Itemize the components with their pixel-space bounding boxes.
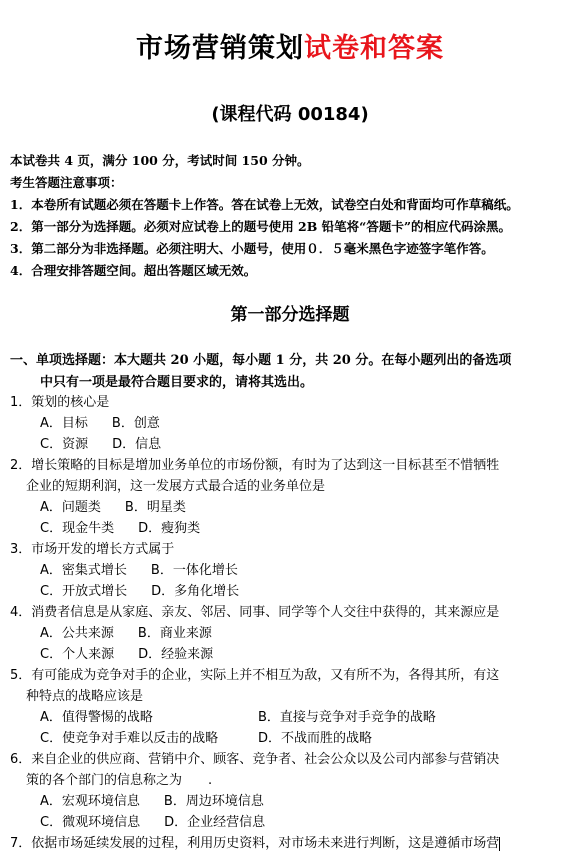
question-list xyxy=(10,392,575,854)
answer-option: A．目标 xyxy=(40,416,88,431)
option-row xyxy=(10,497,575,518)
answer-option: B．周边环境信息 xyxy=(163,794,264,809)
answer-option: B．明星类 xyxy=(124,500,186,515)
option-row xyxy=(10,560,575,581)
note-line: 4．合理安排答题空间。超出答题区域无效。 xyxy=(10,263,257,278)
title-part-2: 试卷和答案 xyxy=(304,33,444,64)
option-row xyxy=(10,707,575,728)
answer-option: A．宏观环境信息 xyxy=(40,794,140,809)
question-stem: 企业的短期利润，这一发展方式最合适的业务单位是 xyxy=(26,479,326,494)
exam-notes xyxy=(10,150,575,282)
answer-option: B．直接与竞争对手竞争的战略 xyxy=(258,710,436,725)
section-title: 第一部分选择题 xyxy=(230,305,350,325)
question-stem: 2．增长策略的目标是增加业务单位的市场份额，有时为了达到这一目标甚至不惜牺牲 xyxy=(10,458,500,473)
option-row xyxy=(10,581,575,602)
answer-option: D．瘦狗类 xyxy=(138,521,201,536)
answer-option: D．企业经营信息 xyxy=(164,815,266,830)
course-code: (课程代码 00184) xyxy=(211,104,369,125)
question-stem: 5．有可能成为竞争对手的企业，实际上并不相互为敌，又有所不为，各得其所，有这 xyxy=(10,668,500,683)
answer-option: C．使竞争对手难以反击的战略 xyxy=(40,731,219,746)
question-item xyxy=(10,665,575,749)
answer-option: C．现金牛类 xyxy=(40,521,115,536)
instruction-line: 一、单项选择题：本大题共 20 小题，每小题 1 分，共 20 分。在每小题列出的备选项 xyxy=(10,353,512,368)
question-stem: 4．消费者信息是从家庭、亲友、邻居、同事、同学等个人交往中获得的，其来源应是 xyxy=(10,605,500,620)
question-item xyxy=(10,539,575,602)
question-stem: 1．策划的核心是 xyxy=(10,395,110,410)
answer-option: D．多角化增长 xyxy=(151,584,240,599)
question-stem: 种特点的战略应该是 xyxy=(26,689,144,704)
option-row xyxy=(10,791,575,812)
question-item xyxy=(10,392,575,455)
option-row xyxy=(10,623,575,644)
option-row xyxy=(10,812,575,833)
answer-option: B．商业来源 xyxy=(137,626,212,641)
question-item xyxy=(10,602,575,665)
answer-option: B．一体化增长 xyxy=(150,563,238,578)
question-item xyxy=(10,749,575,833)
option-row xyxy=(10,644,575,665)
answer-option: A．密集式增长 xyxy=(40,563,127,578)
instruction-line: 中只有一项是最符合题目要求的，请将其选出。 xyxy=(40,375,314,390)
answer-option: C．资源 xyxy=(40,437,89,452)
note-line: 本试卷共 4 页，满分 100 分，考试时间 150 分钟。 xyxy=(10,153,310,168)
answer-option: D．不战而胜的战略 xyxy=(258,731,373,746)
text-cursor xyxy=(499,837,500,851)
answer-option: D．经验来源 xyxy=(138,647,214,662)
note-line: 2．第一部分为选择题。必须对应试卷上的题号使用 2B 铅笔将“答题卡”的相应代码涂黑。 xyxy=(10,219,512,234)
title-part-1: 市场营销策划 xyxy=(136,33,304,64)
answer-option: A．公共来源 xyxy=(40,626,114,641)
question-stem: 策的各个部门的信息称之为 . xyxy=(26,773,213,788)
answer-option: C．微观环境信息 xyxy=(40,815,141,830)
answer-option: A．问题类 xyxy=(40,500,101,515)
question-stem: 3．市场开发的增长方式属于 xyxy=(10,542,175,557)
option-row xyxy=(10,518,575,539)
option-row xyxy=(10,728,575,749)
answer-option: A．值得警惕的战略 xyxy=(40,710,153,725)
page-title xyxy=(0,26,580,65)
answer-option: B．创意 xyxy=(111,416,160,431)
question-stem: 7．依据市场延续发展的过程，利用历史资料，对市场未来进行判断，这是遵循市场营 xyxy=(10,836,500,851)
note-line: 3．第二部分为非选择题。必须注明大、小题号，使用０．５毫米黑色字迹签字笔作答。 xyxy=(10,241,494,256)
question-item xyxy=(10,833,575,854)
note-line: 考生答题注意事项： xyxy=(10,175,123,190)
option-row xyxy=(10,434,575,455)
note-line: 1．本卷所有试题必须在答题卡上作答。答在试卷上无效，试卷空白处和背面均可作草稿纸。 xyxy=(10,197,519,212)
answer-option: D．信息 xyxy=(112,437,162,452)
answer-option: C．开放式增长 xyxy=(40,584,128,599)
answer-option: C．个人来源 xyxy=(40,647,115,662)
option-row xyxy=(10,413,575,434)
question-stem: 6．来自企业的供应商、营销中介、顾客、竞争者、社会公众以及公司内部参与营销决 xyxy=(10,752,500,767)
question-item xyxy=(10,455,575,539)
section-instructions xyxy=(10,350,575,394)
